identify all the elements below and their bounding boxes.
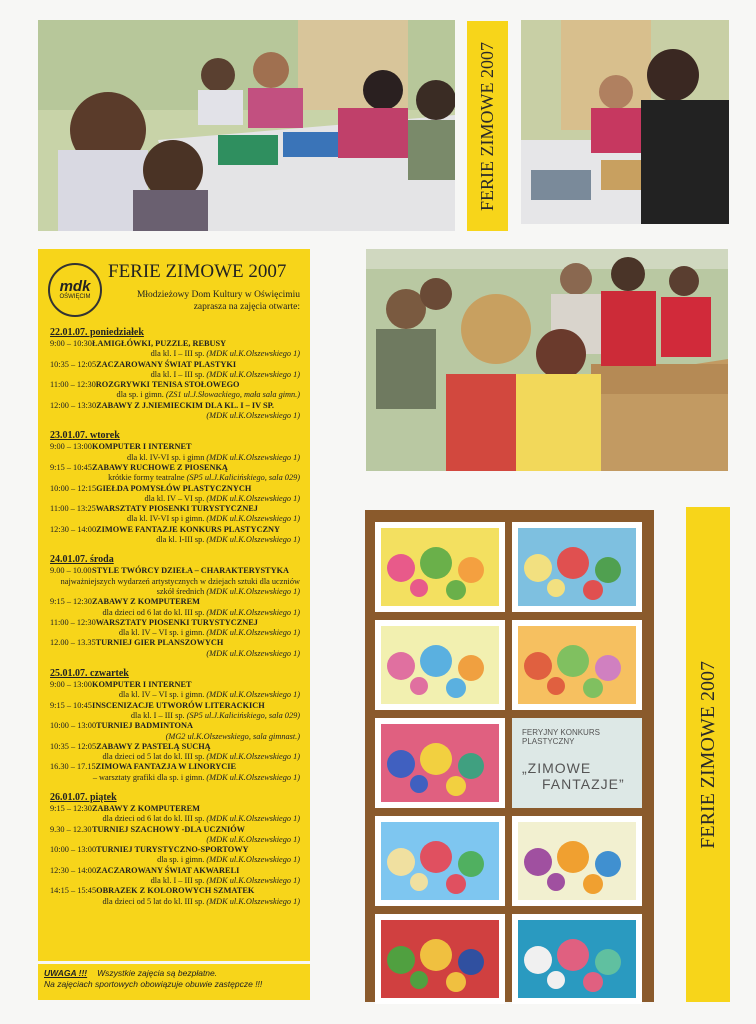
child-drawing — [512, 914, 642, 1004]
schedule-event — [50, 701, 300, 722]
logo-sub-text: OŚWIĘCIM — [59, 294, 91, 300]
event-detail: dla dzieci od 6 lat do kl. III sp. — [102, 607, 205, 617]
side-title-band — [686, 507, 730, 1002]
child-drawing — [375, 816, 505, 906]
event-time: 9:15 – 12:30 — [50, 597, 92, 607]
logo-main-text: mdk — [59, 278, 91, 295]
event-name: TURNIEJ BADMINTONA — [96, 721, 193, 731]
event-location: (MDK ul.K.Olszewskiego 1) — [206, 896, 300, 906]
schedule-event — [50, 866, 300, 887]
event-name: WARSZTATY PIOSENKI TURYSTYCZNEJ — [95, 617, 258, 627]
poster-text: „ZIMOWE — [522, 760, 592, 776]
event-time: 9:00 – 13:00 — [50, 680, 92, 690]
event-time: 10:35 – 12:05 — [50, 359, 97, 369]
notice-label: UWAGA !!! — [44, 968, 88, 978]
event-name: STYLE TWÓRCY DZIEŁA – CHARAKTERYSTYKA — [92, 566, 290, 576]
notice-line1: Wszystkie zajęcia są bezpłatne. — [97, 968, 218, 978]
event-detail: dla kl. I-III sp. — [156, 535, 205, 545]
schedule-event — [50, 360, 300, 381]
event-detail: dla kl. I – III sp. — [150, 369, 205, 379]
poster-text: FERYJNY KONKURS PLASTYCZNY — [522, 728, 600, 746]
event-location: (MDK ul.K.Olszewskiego 1) — [206, 349, 300, 359]
event-location: (MDK ul.K.Olszewskiego 1) — [206, 814, 300, 824]
event-name: INSCENIZACJE UTWORÓW LITERACKICH — [92, 700, 265, 710]
flyer-subtitle-line1: Młodzieżowy Dom Kultury w Oświęcimiu — [136, 290, 300, 300]
event-detail: dla kl. IV-VI sp i gimn. — [126, 514, 205, 524]
event-location: (MDK ul.K.Olszewskiego 1) — [206, 628, 300, 638]
photo-teacher-child — [521, 20, 729, 224]
notice-line2: Na zajęciach sportowych obowiązuje obuwie zastępcze !!! — [44, 979, 263, 989]
event-location: (MDK ul.K.Olszewskiego 1) — [206, 535, 300, 545]
event-time: 12.00 – 13.35 — [50, 638, 96, 648]
event-time: 12:00 – 13:30 — [50, 400, 97, 410]
flyer-subtitle — [110, 289, 300, 313]
event-location: (ZS1 ul.J.Słowackiego, mała sala gimn.) — [165, 390, 300, 400]
event-location: (MDK ul.K.Olszewskiego 1) — [206, 690, 300, 700]
contest-poster — [512, 718, 642, 808]
event-location: (MDK ul.K.Olszewskiego 1) — [206, 369, 300, 379]
schedule-event — [50, 886, 300, 907]
event-name: ZACZAROWANY ŚWIAT AKWARELI — [96, 865, 240, 875]
drawing-art — [518, 528, 636, 606]
child-drawing — [375, 914, 505, 1004]
event-detail: dla kl. IV – VI sp. i gimn. — [118, 690, 205, 700]
event-location: (MDK ul.K.Olszewskiego 1) — [206, 493, 300, 503]
event-location: (MDK ul.K.Olszewskiego 1) — [206, 514, 300, 524]
event-detail: dla kl. I – III sp. — [130, 710, 185, 720]
event-name: ZABAWY Z J.NIEMIECKIM DLA KL. I – IV SP. — [96, 400, 274, 410]
event-time: 9.00 – 10.00 — [50, 566, 92, 576]
event-detail: dla sp. i gimn. — [116, 390, 164, 400]
event-detail: dla sp. i gimn. — [157, 855, 205, 865]
event-name: GIEŁDA POMYSŁÓW PLASTYCZNYCH — [96, 483, 252, 493]
schedule-day — [50, 668, 300, 783]
event-time: 9:15 – 10:45 — [50, 462, 92, 472]
child-drawing — [512, 522, 642, 612]
event-detail: dla kl. I – III sp. — [150, 349, 205, 359]
schedule-event — [50, 825, 300, 846]
event-time: 9:00 – 10:30 — [50, 339, 92, 348]
schedule-event — [50, 762, 300, 783]
schedule-event — [50, 638, 300, 659]
drawing-art — [381, 724, 499, 802]
event-time: 10:00 – 13:00 — [50, 721, 97, 731]
event-name: TURNIEJ SZACHOWY -DLA UCZNIÓW — [92, 824, 245, 834]
schedule-event — [50, 845, 300, 866]
day-title: 24.01.07. środa — [50, 554, 114, 566]
event-location: (MDK ul.K.Olszewskiego 1) — [206, 452, 300, 462]
event-location: (MDK ul.K.Olszewskiego 1) — [206, 648, 300, 658]
event-name: ZACZAROWANY ŚWIAT PLASTYKI — [96, 359, 237, 369]
flyer-subtitle-line2: zaprasza na zajęcia otwarte: — [193, 302, 300, 312]
schedule-event — [50, 525, 300, 546]
schedule-event — [50, 804, 300, 825]
event-time: 9:15 – 10:45 — [50, 700, 92, 710]
drawing-art — [518, 920, 636, 998]
drawing-art — [381, 822, 499, 900]
schedule-event — [50, 680, 300, 701]
event-location: (MDK ul.K.Olszewskiego 1) — [206, 607, 300, 617]
photo-children-puzzles-image — [38, 20, 455, 231]
event-detail: krótkie formy teatralne — [108, 473, 185, 483]
schedule-event — [50, 566, 300, 597]
event-detail: dla kl. I – III sp. — [150, 876, 205, 886]
event-name: ROZGRYWKI TENISA STOŁOWEGO — [95, 380, 240, 390]
event-time: 12:30 – 14:00 — [50, 524, 97, 534]
poster-text: FANTAZJE” — [542, 776, 625, 792]
event-location: (SP5 ul.J.Kalicińskiego, sala 029) — [186, 710, 300, 720]
notice-box — [38, 964, 310, 1000]
day-title: 23.01.07. wtorek — [50, 430, 120, 442]
photo-children-puzzles — [38, 20, 455, 231]
drawing-art — [518, 822, 636, 900]
event-name: TURNIEJ TURYSTYCZNO-SPORTOWY — [96, 845, 249, 855]
event-name: ZABAWY Z KOMPUTEREM — [92, 597, 201, 607]
schedule-event — [50, 339, 300, 360]
event-name: KOMPUTER I INTERNET — [92, 442, 192, 452]
event-name: ZABAWY RUCHOWE Z PIOSENKĄ — [92, 462, 228, 472]
drawing-art — [381, 528, 499, 606]
schedule-day — [50, 327, 300, 421]
event-name: TURNIEJ GIER PLANSZOWYCH — [95, 638, 224, 648]
event-detail: dla dzieci od 5 lat do kl. III sp. — [102, 896, 205, 906]
event-time: 11:00 – 12:30 — [50, 617, 96, 627]
schedule-event — [50, 597, 300, 618]
schedule-day — [50, 554, 300, 659]
drawing-art — [381, 920, 499, 998]
child-drawing — [375, 522, 505, 612]
schedule-flyer — [38, 249, 310, 961]
day-title: 25.01.07. czwartek — [50, 668, 129, 680]
schedule-day — [50, 792, 300, 907]
event-location: (MDK ul.K.Olszewskiego 1) — [206, 752, 300, 762]
photo-girls-table — [366, 249, 728, 471]
event-detail: dla kl. IV – VI sp. — [144, 493, 205, 503]
event-name: OBRAZEK Z KOLOROWYCH SZMATEK — [96, 886, 255, 896]
event-time: 16.30 – 17.15 — [50, 762, 96, 772]
schedule-days — [50, 327, 300, 916]
schedule-event — [50, 721, 300, 742]
event-time: 9:00 – 13:00 — [50, 442, 92, 452]
event-name: KOMPUTER I INTERNET — [92, 680, 192, 690]
event-location: (MDK ul.K.Olszewskiego 1) — [206, 411, 300, 421]
drawing-art — [381, 626, 499, 704]
schedule-event — [50, 380, 300, 401]
event-location: (MG2 ul.K.Olszewskiego, sala gimnast.) — [165, 731, 300, 741]
child-drawing — [375, 718, 505, 808]
flyer-title: FERIE ZIMOWE 2007 — [108, 261, 287, 282]
schedule-event — [50, 618, 300, 639]
event-time: 10:35 – 12:05 — [50, 741, 97, 751]
mdk-logo — [48, 263, 102, 317]
event-time: 12:30 – 14:00 — [50, 865, 97, 875]
event-time: 9:15 – 12:30 — [50, 803, 92, 813]
schedule-event — [50, 742, 300, 763]
event-time: 10:00 – 12:15 — [50, 483, 97, 493]
child-drawing — [375, 620, 505, 710]
event-name: ZABAWY Z PASTELĄ SUCHĄ — [96, 741, 211, 751]
event-detail: najważniejszych wydarzeń artystycznych w dziejach sztuki dla uczniów szkół średnich — [60, 576, 300, 596]
top-title-band — [467, 21, 508, 231]
event-location: (MDK ul.K.Olszewskiego 1) — [206, 855, 300, 865]
event-detail: dla dzieci od 6 lat do kl. III sp. — [102, 814, 205, 824]
event-name: ZIMOWA FANTAZJA W LINORYCIE — [95, 762, 237, 772]
event-detail: dla kl. IV-VI sp. i gimn — [126, 452, 205, 462]
schedule-event — [50, 484, 300, 505]
event-name: ŁAMIGŁÓWKI, PUZZLE, REBUSY — [92, 339, 227, 348]
event-time: 10:00 – 13:00 — [50, 845, 97, 855]
photo-girls-table-image — [366, 249, 728, 471]
top-title-text: FERIE ZIMOWE 2007 — [477, 41, 497, 211]
event-name: ZIMOWE FANTAZJE KONKURS PLASTYCZNY — [96, 524, 280, 534]
schedule-event — [50, 463, 300, 484]
event-location: (MDK ul.K.Olszewskiego 1) — [206, 834, 300, 844]
schedule-event — [50, 401, 300, 422]
schedule-event — [50, 442, 300, 463]
event-detail: dla dzieci od 5 lat do kl. III sp. — [102, 752, 205, 762]
drawings-board — [365, 510, 654, 1002]
drawing-art — [518, 626, 636, 704]
schedule-event — [50, 504, 300, 525]
event-time: 11:00 – 13:25 — [50, 504, 96, 514]
event-location: (MDK ul.K.Olszewskiego 1) — [206, 586, 300, 596]
event-detail: dla kl. IV – VI sp. i gimn. — [118, 628, 205, 638]
event-time: 9.30 – 12.30 — [50, 824, 92, 834]
day-title: 26.01.07. piątek — [50, 791, 117, 803]
event-detail: – warsztaty grafiki dla sp. i gimn. — [92, 772, 205, 782]
day-title: 22.01.07. poniedziałek — [50, 327, 144, 338]
event-time: 14:15 – 15:45 — [50, 886, 97, 896]
event-location: (SP5 ul.J.Kalicińskiego, sala 029) — [186, 473, 300, 483]
event-location: (MDK ul.K.Olszewskiego 1) — [206, 876, 300, 886]
event-time: 11:00 – 12:30 — [50, 380, 96, 390]
child-drawing — [512, 816, 642, 906]
schedule-day — [50, 430, 300, 545]
event-name: ZABAWY Z KOMPUTEREM — [92, 803, 201, 813]
photo-teacher-child-image — [521, 20, 729, 224]
side-title-text: FERIE ZIMOWE 2007 — [696, 660, 719, 849]
event-name: WARSZTATY PIOSENKI TURYSTYCZNEJ — [95, 504, 258, 514]
child-drawing — [512, 620, 642, 710]
event-location: (MDK ul.K.Olszewskiego 1) — [206, 772, 300, 782]
